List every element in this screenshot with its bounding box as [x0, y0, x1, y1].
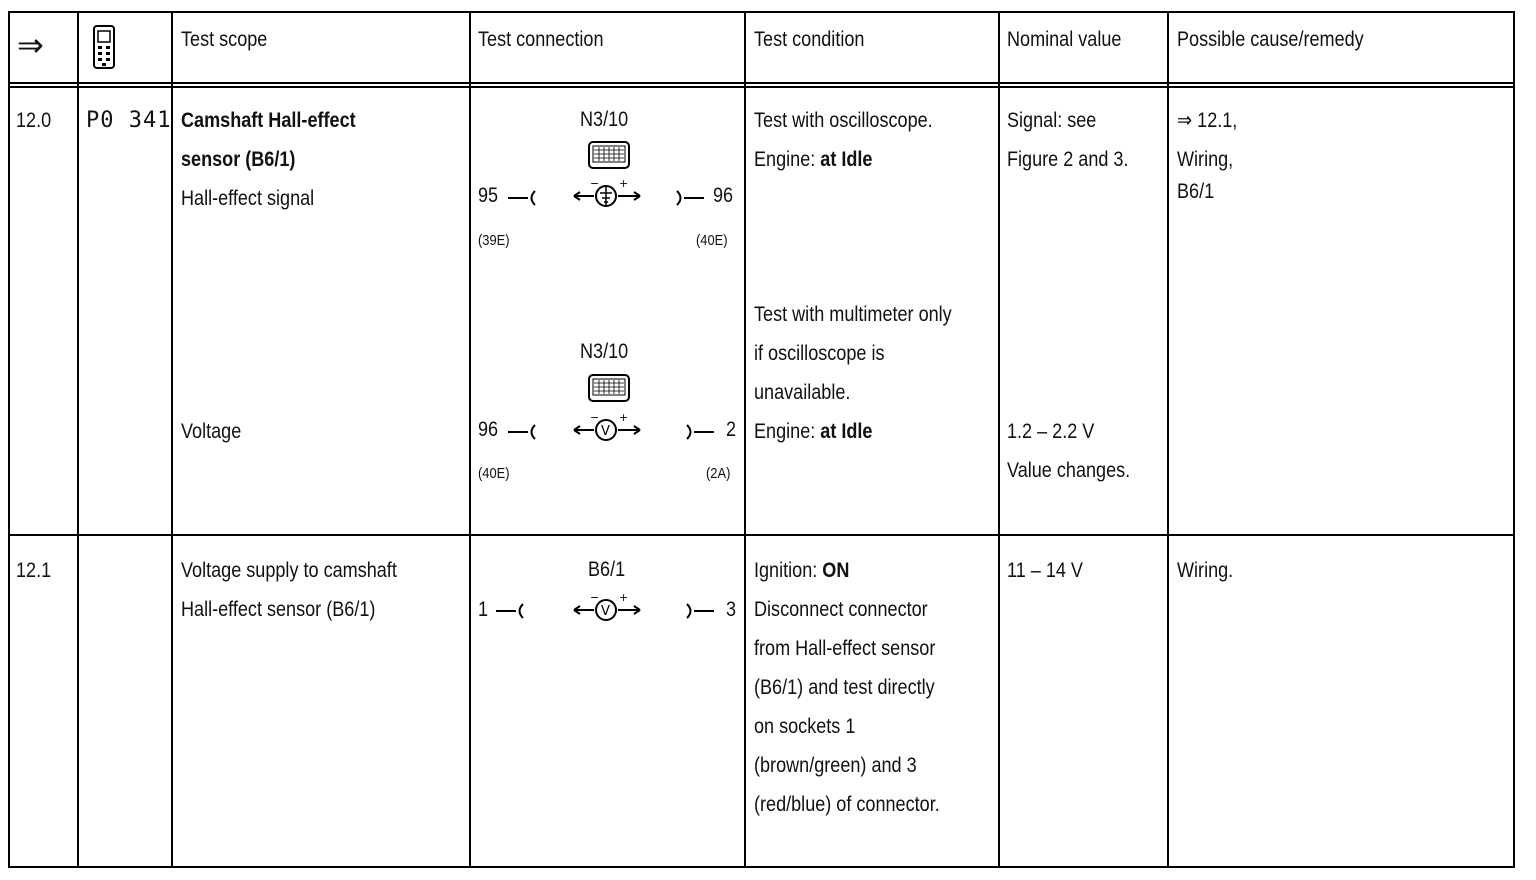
- step-number: 12.1: [16, 559, 52, 582]
- header-test-condition: Test condition: [754, 28, 865, 51]
- header-test-scope: Test scope: [181, 28, 268, 51]
- nominal2-line1: 1.2 – 2.2 V: [1007, 420, 1095, 443]
- cause-line3: B6/1: [1177, 180, 1215, 203]
- conn3-right-pin: 3: [726, 598, 737, 621]
- scope-line1: Voltage supply to camshaft: [181, 559, 397, 582]
- probe-left-icon: [506, 188, 536, 214]
- nominal1-line1: Signal: see: [1007, 109, 1097, 132]
- conn1-right-pin: 96: [713, 184, 734, 207]
- cond-line3: from Hall-effect sensor: [754, 637, 936, 660]
- conn1-device: N3/10: [580, 108, 629, 131]
- svg-text:−: −: [590, 412, 600, 424]
- conn2-device: N3/10: [580, 340, 629, 363]
- scope-probe-symbol-icon: [572, 178, 644, 218]
- cond2-line3: unavailable.: [754, 381, 851, 404]
- probe-left-icon: [506, 422, 536, 448]
- cond-line7: (red/blue) of connector.: [754, 793, 940, 816]
- cond1-line2: Engine: at Idle: [754, 148, 873, 171]
- conn2-right-sub: (2A): [706, 465, 731, 482]
- svg-text:−: −: [590, 592, 600, 604]
- cond-line1: Ignition: ON: [754, 559, 850, 582]
- nominal-value: 11 – 14 V: [1007, 559, 1083, 582]
- cond-line2: Disconnect connector: [754, 598, 928, 621]
- voltmeter-symbol-icon: [572, 412, 644, 452]
- scope-line2: Hall-effect sensor (B6/1): [181, 598, 376, 621]
- col-border-5: [998, 11, 1000, 868]
- scope-voltage: Voltage: [181, 420, 242, 443]
- scope-title-line2: sensor (B6/1): [181, 148, 296, 171]
- cond-line6: (brown/green) and 3: [754, 754, 917, 777]
- cond-line4: (B6/1) and test directly: [754, 676, 935, 699]
- cond2-line1: Test with multimeter only: [754, 303, 952, 326]
- svg-text:+: +: [619, 178, 629, 190]
- cond2-line2: if oscilloscope is: [754, 342, 885, 365]
- probe-right-icon: [686, 422, 716, 448]
- conn3-device: B6/1: [588, 558, 626, 581]
- conn3-left-pin: 1: [478, 598, 489, 621]
- probe-left-icon: [494, 601, 524, 627]
- header-nominal-value: Nominal value: [1007, 28, 1122, 51]
- svg-text:V: V: [601, 604, 610, 619]
- svg-text:+: +: [619, 592, 629, 604]
- col-border-1: [77, 11, 79, 868]
- col-border-left: [8, 11, 10, 868]
- svg-text:+: +: [619, 412, 629, 424]
- step-number: 12.0: [16, 109, 52, 132]
- nominal1-line2: Figure 2 and 3.: [1007, 148, 1129, 171]
- row-divider: [8, 534, 1515, 536]
- nominal2-line2: Value changes.: [1007, 459, 1131, 482]
- conn2-left-sub: (40E): [478, 465, 510, 482]
- cond2-line4: Engine: at Idle: [754, 420, 873, 443]
- fault-code: P0 341: [86, 108, 172, 133]
- conn2-left-pin: 96: [478, 418, 499, 441]
- col-border-right: [1513, 11, 1515, 868]
- col-border-2: [171, 11, 173, 868]
- svg-text:−: −: [590, 178, 600, 190]
- table-top-border: [8, 11, 1515, 13]
- header-bottom-border: [8, 82, 1515, 84]
- cause-line2: Wiring,: [1177, 148, 1234, 171]
- scope-title-line1: Camshaft Hall-effect: [181, 109, 356, 132]
- multimeter-icon: [588, 374, 630, 408]
- header-bottom-border-2: [8, 86, 1515, 88]
- conn1-left-sub: (39E): [478, 232, 510, 249]
- voltmeter-symbol-icon: [572, 592, 644, 632]
- table-bottom-border: [8, 866, 1515, 868]
- hand-held-tester-icon: [92, 24, 116, 70]
- cause-value: Wiring.: [1177, 559, 1234, 582]
- conn2-right-pin: 2: [726, 418, 737, 441]
- conn1-right-sub: (40E): [696, 232, 728, 249]
- header-possible-cause: Possible cause/remedy: [1177, 28, 1364, 51]
- scope-signal: Hall-effect signal: [181, 187, 315, 210]
- cond1-line1: Test with oscilloscope.: [754, 109, 933, 132]
- probe-right-icon: [676, 188, 706, 214]
- probe-right-icon: [686, 601, 716, 627]
- cause-line1: ⇒ 12.1,: [1177, 109, 1238, 132]
- col-border-6: [1167, 11, 1169, 868]
- conn1-left-pin: 95: [478, 184, 499, 207]
- cond-line5: on sockets 1: [754, 715, 856, 738]
- header-test-connection: Test connection: [478, 28, 604, 51]
- col-border-4: [744, 11, 746, 868]
- svg-text:V: V: [601, 424, 610, 439]
- col-border-3: [469, 11, 471, 868]
- header-arrow-icon: ⇒: [17, 27, 44, 63]
- oscilloscope-icon: [588, 141, 630, 175]
